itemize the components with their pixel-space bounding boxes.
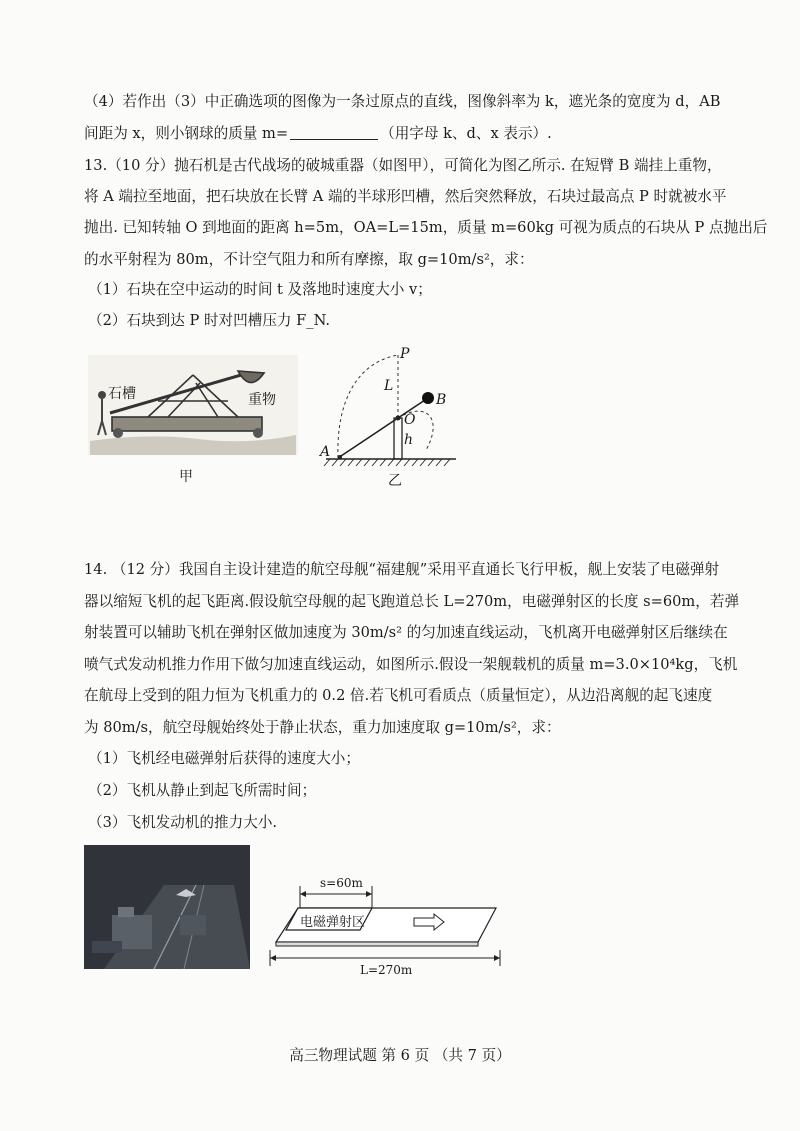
q14-line6: 为 80m/s，航空母舰始终处于静止状态，重力加速度取 g=10m/s²，求： [84, 719, 561, 736]
q14-sub3: （3）飞机发动机的推力大小. [88, 814, 278, 831]
carrier-catapult-photo [84, 845, 250, 969]
q14-line1: 14. （12 分）我国自主设计建造的航空母舰“福建舰”采用平直通长飞行甲板，舰上安装了电磁弹射 [84, 561, 720, 578]
label-s-60m: s=60m [320, 876, 363, 890]
q12-part4-line2 [84, 124, 740, 144]
q13-sub1: （1）石块在空中运动的时间 t 及落地时速度大小 v； [88, 281, 432, 298]
label-B: B [436, 392, 447, 408]
label-L: L [384, 378, 394, 394]
trebuchet-illustration [88, 355, 298, 455]
q13-line3: 抛出. 已知转轴 O 到地面的距离 h=5m，OA=L=15m，质量 m=60kg 可视为质点的石块从 P 点抛出后 [84, 219, 768, 236]
q12-part4-line1: （4）若作出（3）中正确选项的图像为一条过原点的直线，图像斜率为 k，遮光条的宽度为 d，AB [84, 93, 721, 110]
q14-sub1: （1）飞机经电磁弹射后获得的速度大小； [88, 750, 360, 767]
label-catapult-zone: 电磁弹射区 [300, 915, 366, 930]
q14-line2: 器以缩短飞机的起飞距离.假设航空母舰的起飞跑道总长 L=270m，电磁弹射区的长度 s=60m，若弹 [84, 593, 740, 610]
label-A: A [320, 444, 331, 460]
label-O: O [404, 412, 416, 428]
q12-part4-line2-end: （用字母 k、d、x 表示）. [380, 125, 552, 142]
caption-yi: 乙 [388, 473, 402, 489]
q14-sub2: （2）飞机从静止到起飞所需时间； [88, 782, 317, 799]
q12-part4-line2-start: 间距为 x，则小钢球的质量 m= [84, 125, 289, 142]
answer-blank [290, 125, 378, 140]
q14-line5: 在航母上受到的阻力恒为飞机重力的 0.2 倍.若飞机可看质点（质量恒定），从边沿离舰的起飞速度 [84, 687, 713, 704]
label-P: P [400, 346, 410, 362]
label-stone-slot: 石槽 [108, 383, 136, 403]
q13-line4: 的水平射程为 80m，不计空气阻力和所有摩擦，取 g=10m/s²，求： [84, 251, 534, 268]
caption-jia: 甲 [179, 469, 193, 485]
q13-sub2: （2）石块到达 P 时对凹槽压力 F_N. [88, 312, 331, 329]
q14-line4: 喷气式发动机推力作用下做匀加速直线运动，如图所示.假设一架舰载机的质量 m=3.0×10⁴kg，飞机 [84, 656, 738, 673]
label-weight: 重物 [248, 389, 276, 409]
runway-diagram [268, 878, 538, 982]
label-h: h [404, 432, 414, 448]
label-L-270m: L=270m [360, 963, 413, 977]
q13-line1: 13.（10 分）抛石机是古代战场的破城重器（如图甲），可简化为图乙所示. 在短臂 B 端挂上重物， [84, 157, 722, 174]
page-footer: 高三物理试题 第 6 页 （共 7 页） [289, 1047, 511, 1064]
q13-line2: 将 A 端拉至地面，把石块放在长臂 A 端的半球形凹槽，然后突然释放，石块过最高点 P 时就被水平 [84, 188, 727, 205]
q14-line3: 射装置可以辅助飞机在弹射区做加速度为 30m/s² 的匀加速直线运动，飞机离开电磁弹射区后继续在 [84, 624, 728, 641]
trebuchet-diagram [318, 340, 458, 470]
